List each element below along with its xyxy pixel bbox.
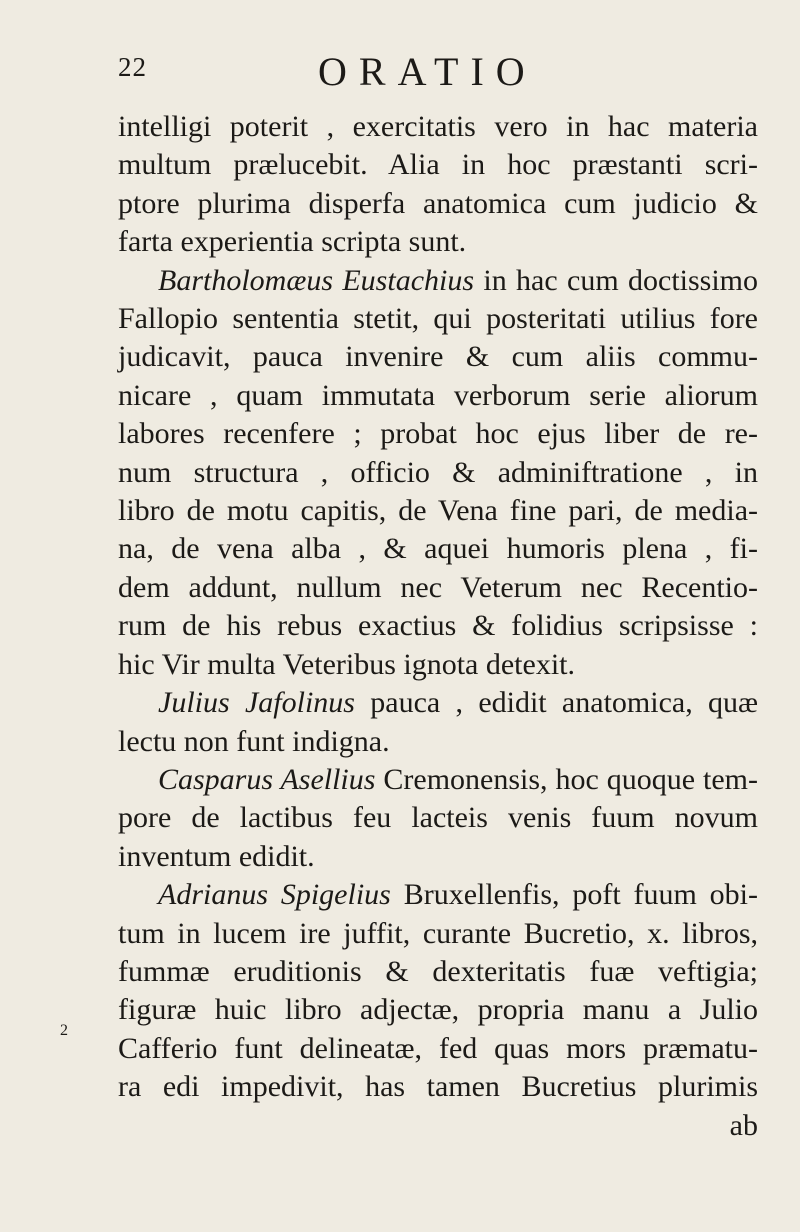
text-line [118, 799, 758, 837]
text-line [118, 838, 758, 876]
text-segment: Bruxellenfis, poft fuum obi- [390, 878, 758, 912]
text-segment: lectu non funt indigna. [118, 724, 390, 758]
text-segment: na, de vena alba , & aquei humoris plena , fi- [118, 532, 758, 566]
text-line [118, 953, 758, 991]
text-line [118, 415, 758, 453]
text-segment: pauca , edidit anatomica, quæ [354, 686, 759, 720]
text-segment: hic Vir multa Veteribus ignota detexit. [118, 647, 576, 681]
text-segment: rum de his rebus exactius & folidius scripsisse : [118, 609, 758, 643]
text-segment: figuræ huic libro adjectæ, propria manu a Julio [118, 993, 758, 1027]
author-name: Bartholomæus Eustachius [158, 263, 475, 297]
text-segment: judicavit, pauca invenire & cum aliis commu- [118, 340, 758, 374]
text-line [118, 607, 758, 645]
text-segment: intelligi poterit , exercitatis vero in hac materia [118, 110, 758, 143]
text-segment: Cafferio funt delineatæ, fed quas mors præmatu- [118, 1031, 758, 1065]
text-segment: pore de lactibus feu lacteis venis fuum novum [118, 801, 758, 835]
text-line [118, 185, 758, 223]
text-segment: libro de motu capitis, de Vena fine pari, de media- [118, 494, 758, 528]
text-line [118, 454, 758, 492]
text-line [118, 492, 758, 530]
text-line [118, 1030, 758, 1068]
text-segment: Cremonensis, hoc quoque tem- [375, 762, 758, 796]
author-name: Julius Jafolinus [158, 686, 355, 720]
author-name: Casparus Asellius [158, 762, 376, 796]
text-segment: ra edi impedivit, has tamen Bucretius plurimis [118, 1070, 758, 1104]
page-header [118, 48, 758, 96]
text-line [118, 262, 758, 300]
text-segment: multum prælucebit. Alia in hoc præstanti scri- [118, 148, 758, 182]
text-line [118, 338, 758, 376]
text-line [118, 684, 758, 722]
running-head: ORATIO [318, 49, 537, 94]
body-text [118, 108, 758, 1145]
text-segment: num structura , officio & adminiftratione , in [118, 455, 758, 489]
text-segment: dem addunt, nullum nec Veterum nec Recentio- [118, 570, 758, 604]
text-line [118, 991, 758, 1029]
margin-note: 2 [60, 1022, 68, 1039]
text-line [118, 723, 758, 761]
text-line [118, 915, 758, 953]
text-segment: fummæ eruditionis & dexteritatis fuæ veftigia; [118, 954, 758, 988]
text-line [118, 1107, 758, 1145]
text-line [118, 876, 758, 914]
text-segment: nicare , quam immutata verborum serie aliorum [118, 378, 758, 412]
text-line [118, 569, 758, 607]
text-line [118, 223, 758, 261]
text-segment: labores recenfere ; probat hoc ejus liber de re- [118, 417, 758, 451]
text-segment: ptore plurima disperfa anatomica cum judicio & [118, 186, 758, 220]
text-line [118, 377, 758, 415]
author-name: Adrianus Spigelius [158, 878, 391, 912]
text-line [118, 646, 758, 684]
text-segment: Fallopio sententia stetit, qui posteritati utilius fore [118, 302, 758, 336]
text-segment: in hac cum doctissimo [474, 263, 759, 297]
text-line [118, 146, 758, 184]
text-line [118, 530, 758, 568]
text-segment: ab [729, 1108, 758, 1142]
text-segment: tum in lucem ire juffit, curante Bucretio, x. libros, [118, 916, 758, 950]
text-segment: farta experientia scripta sunt. [118, 225, 467, 259]
text-segment: inventum edidit. [118, 839, 315, 873]
page-number: 22 [118, 52, 147, 82]
text-line [118, 1068, 758, 1106]
text-line [118, 300, 758, 338]
text-line [118, 108, 758, 146]
text-line [118, 761, 758, 799]
